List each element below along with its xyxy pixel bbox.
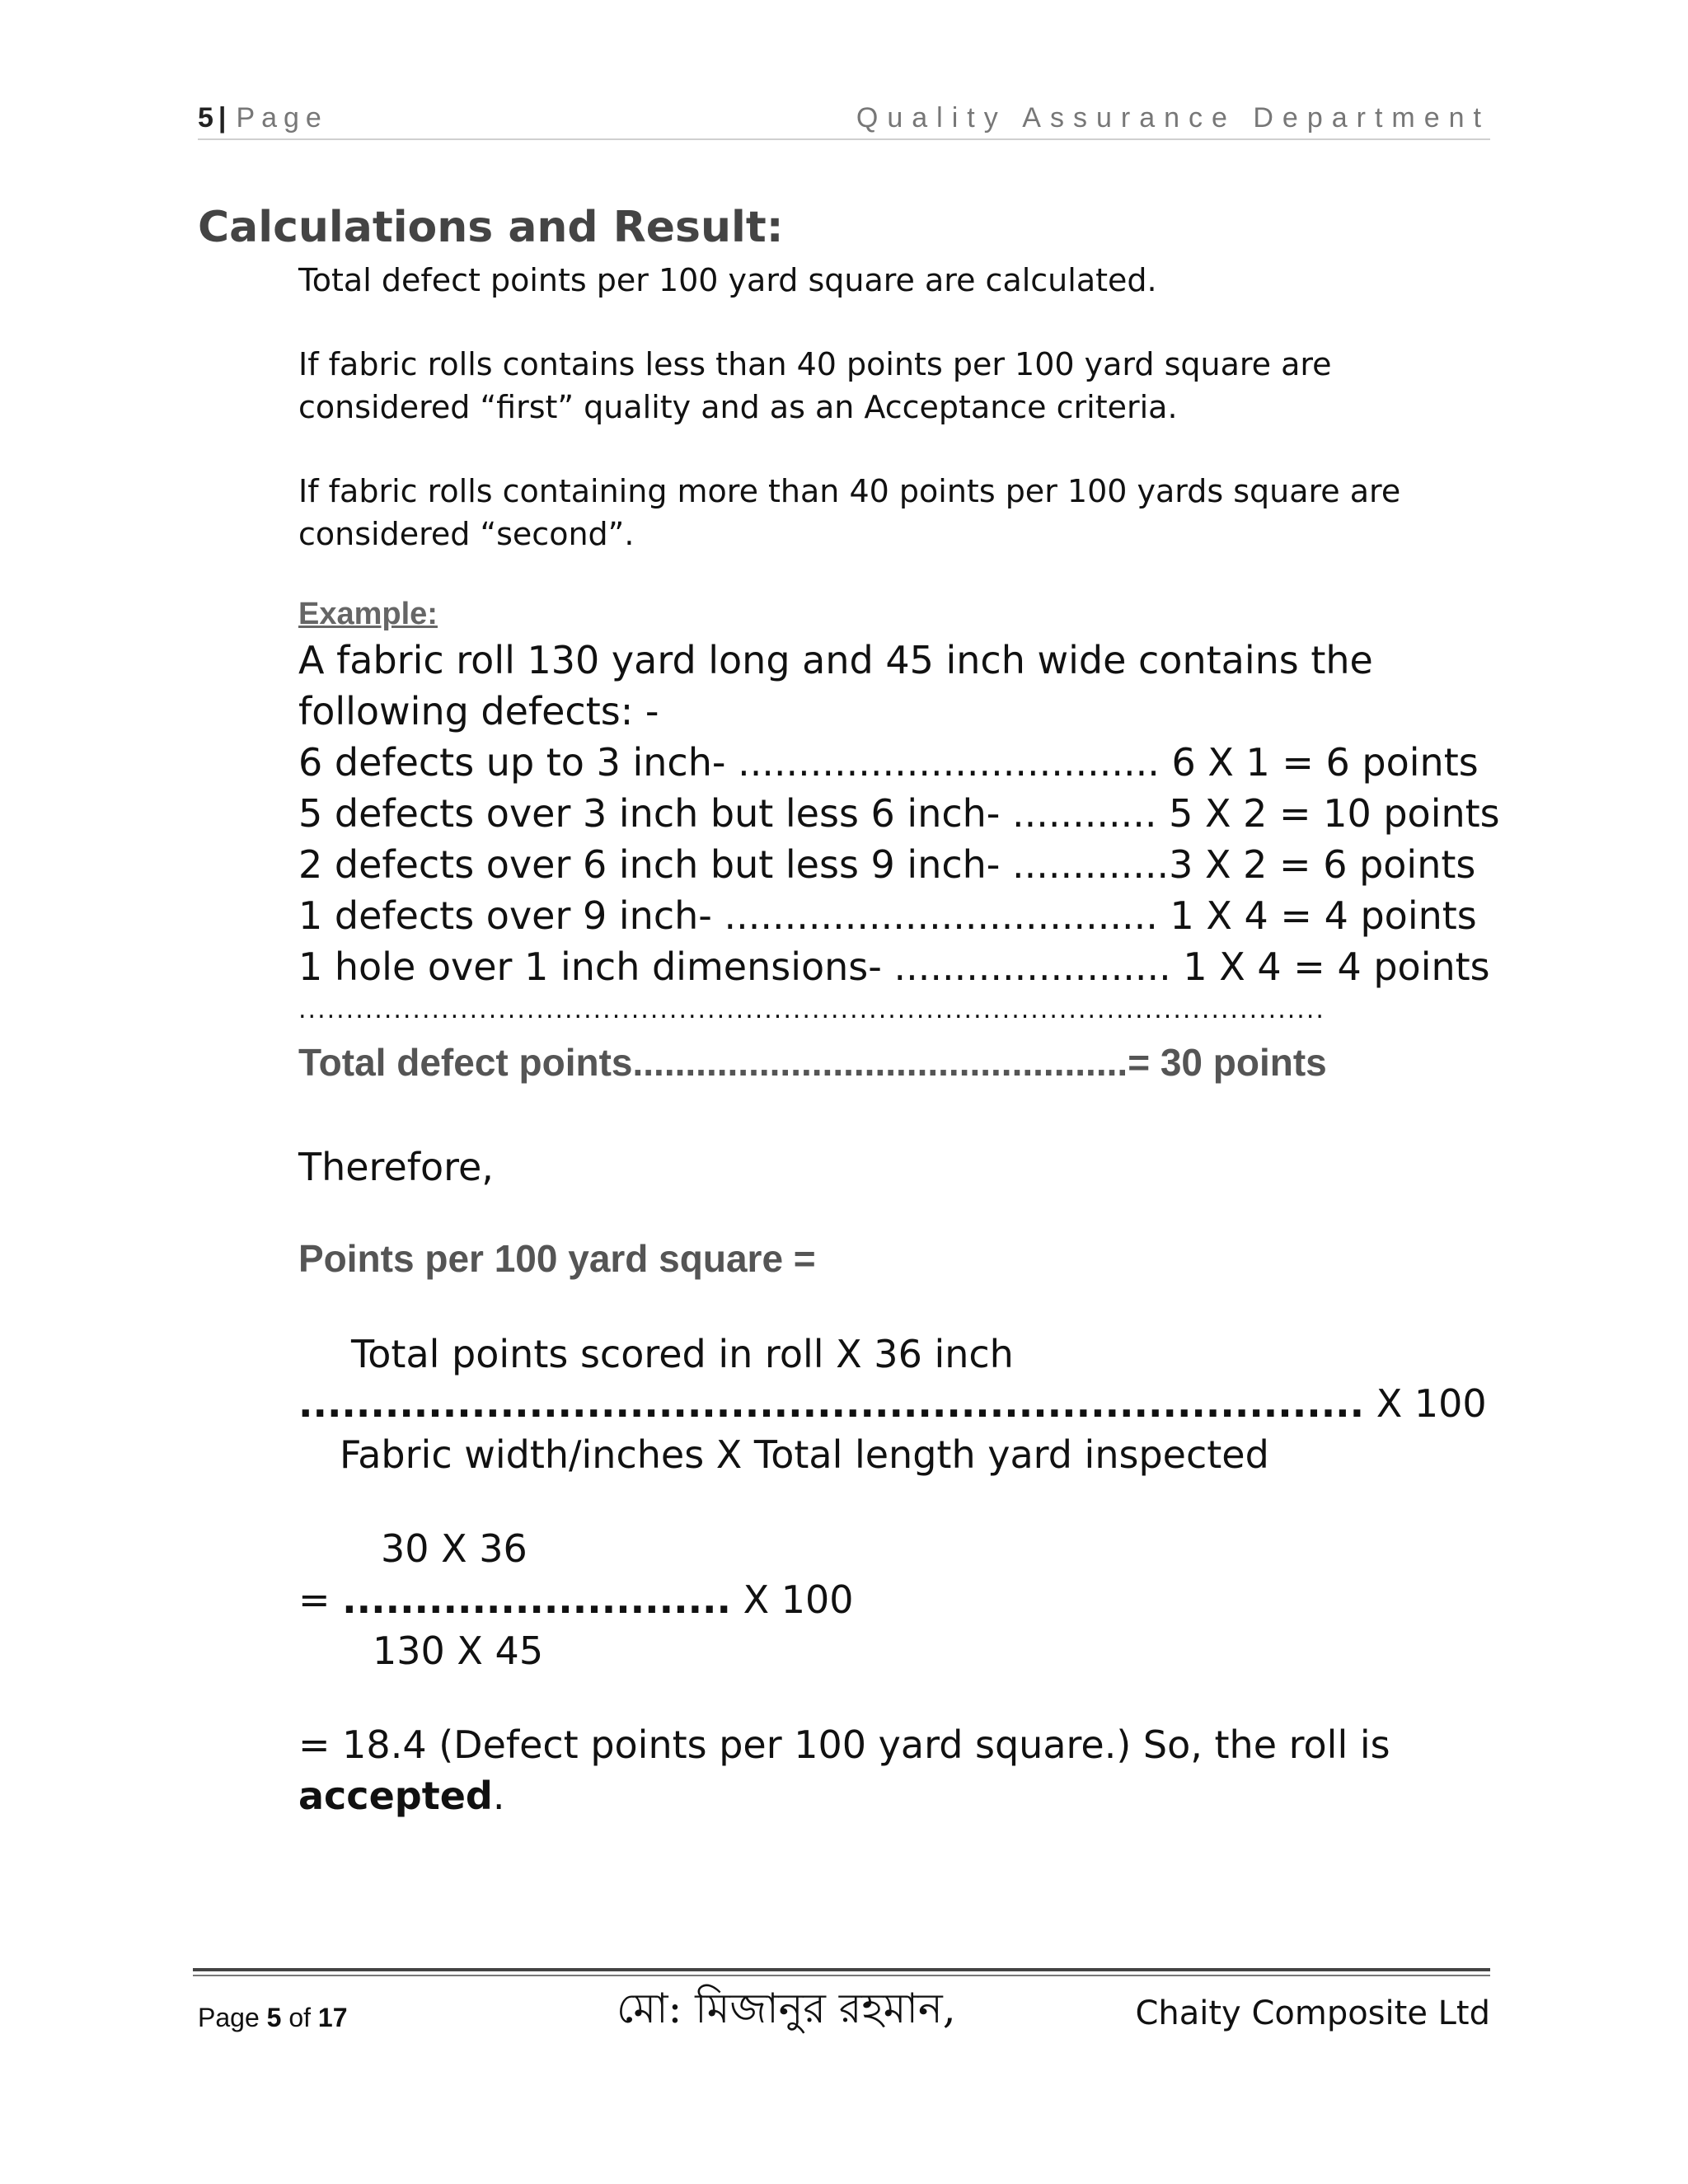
header-separator: | [218, 102, 228, 134]
formula-dots: .......................................................................... [298, 1381, 1365, 1426]
defect-row: 5 defects over 3 inch but less 6 inch- ............ 5 X 2 = 10 points [298, 791, 1500, 836]
formula-fraction-line [298, 1378, 1487, 1429]
result-period: . [492, 1774, 505, 1818]
footer-divider-thick [193, 1968, 1490, 1971]
header-department: Quality Assurance Department [856, 102, 1490, 134]
formula-denominator: Fabric width/inches X Total length yard inspected [340, 1432, 1269, 1477]
calc-prefix: = [298, 1577, 343, 1622]
result-line: = 18.4 (Defect points per 100 yard square.) So, the roll is [298, 1722, 1390, 1767]
defect-row: 6 defects up to 3 inch- ................................... 6 X 1 = 6 points [298, 740, 1479, 785]
separator-dots: ............................................................................................................ [298, 996, 1325, 1024]
total-defect-points [298, 1040, 1327, 1085]
formula-numerator: Total points scored in roll X 36 inch [351, 1332, 1014, 1376]
paragraph-second-quality-line1: If fabric rolls containing more than 40 points per 100 yards square are [298, 473, 1401, 509]
result-accepted: accepted [298, 1774, 493, 1818]
header-divider [198, 138, 1490, 140]
footer-page-total: 17 [317, 2003, 348, 2032]
therefore-text: Therefore, [298, 1145, 494, 1189]
footer-page-current: 5 [266, 2003, 282, 2032]
calc-dots: ........................... [342, 1577, 731, 1622]
paragraph-first-quality-line2: considered “first” quality and as an Acceptance criteria. [298, 389, 1178, 425]
example-intro-line1: A fabric roll 130 yard long and 45 inch wide contains the [298, 638, 1373, 682]
footer-divider-thin [193, 1975, 1490, 1976]
footer-page-count [198, 2003, 347, 2033]
header-page-label: Page [236, 102, 328, 134]
result-conclusion [298, 1770, 504, 1821]
total-value: = 30 points [1128, 1041, 1327, 1084]
defect-row: 1 defects over 9 inch- .................................... 1 X 4 = 4 points [298, 893, 1477, 938]
example-label: Example: [298, 597, 438, 631]
defect-row: 2 defects over 6 inch but less 9 inch- .............3 X 2 = 6 points [298, 842, 1476, 887]
formula-multiplier: X 100 [1364, 1381, 1487, 1426]
page-header-number [198, 102, 328, 134]
calc-numerator: 30 X 36 [381, 1526, 528, 1571]
total-label: Total defect points [298, 1041, 633, 1084]
calc-fraction-line [298, 1574, 854, 1625]
calc-multiplier: X 100 [731, 1577, 854, 1622]
paragraph-second-quality-line2: considered “second”. [298, 516, 635, 552]
header-page-number: 5 [198, 102, 215, 134]
example-intro-line2: following defects: - [298, 689, 659, 733]
section-title: Calculations and Result: [198, 203, 784, 252]
total-dots: ............................................... [632, 1041, 1128, 1084]
footer-signature: মো: মিজানুর রহমান, [617, 1985, 956, 2032]
points-per-label: Points per 100 yard square = [298, 1237, 816, 1280]
defect-row: 1 hole over 1 inch dimensions- ....................... 1 X 4 = 4 points [298, 944, 1490, 989]
paragraph-total-defect: Total defect points per 100 yard square are calculated. [298, 262, 1157, 298]
footer-company: Chaity Composite Ltd [1135, 1994, 1490, 2032]
calc-denominator: 130 X 45 [373, 1629, 544, 1673]
footer-page-mid: of [281, 2003, 318, 2032]
footer-page-prefix: Page [198, 2003, 267, 2032]
paragraph-first-quality-line1: If fabric rolls contains less than 40 points per 100 yard square are [298, 346, 1332, 382]
